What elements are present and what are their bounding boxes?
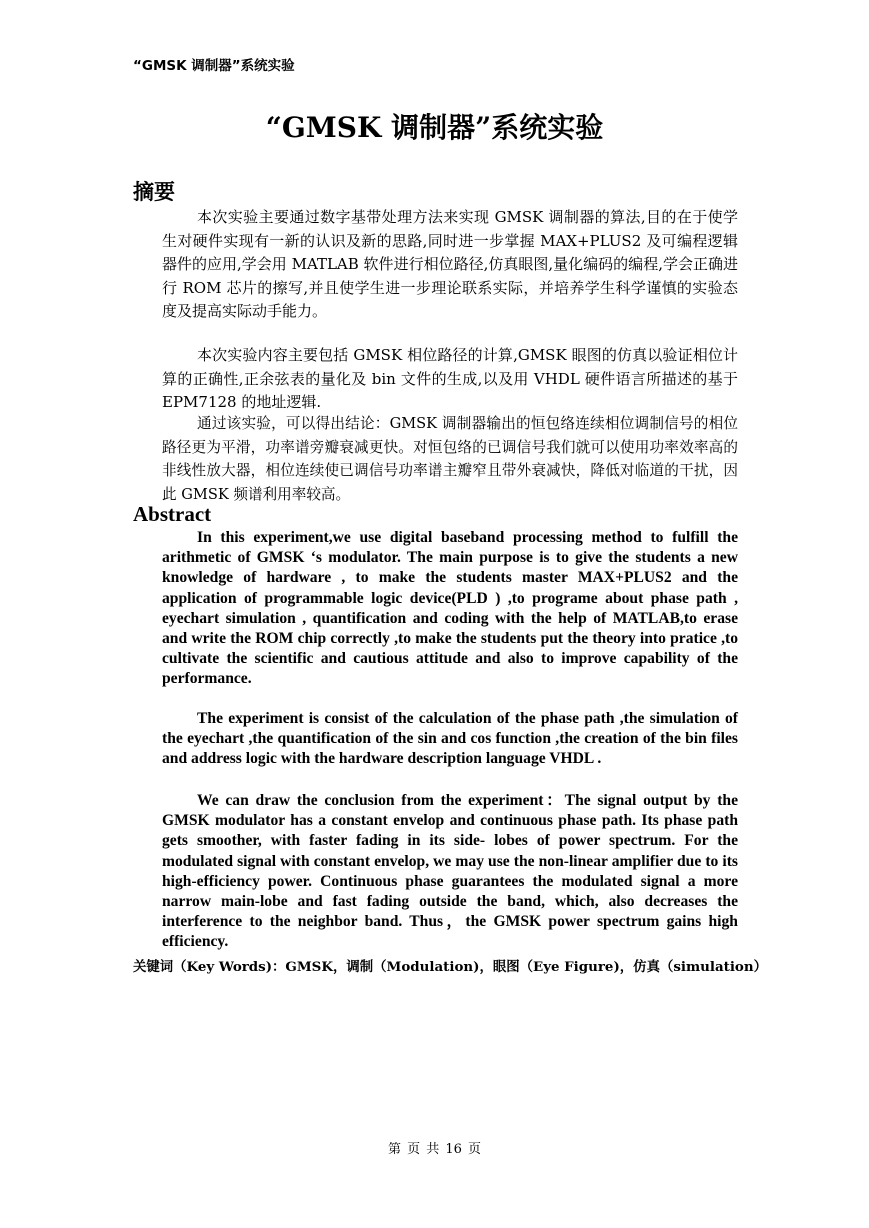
- abstract-cn-heading: 摘要: [133, 180, 175, 204]
- abstract-en-paragraph-3: We can draw the conclusion from the experiment：The signal output by the GMSK modulator has a constant envelop and continuous phase path. Its phase path gets smoother, with faster fading in its side- lobes of power spectrum. For the modulated signal with constant envelop, we may use the non-linear amplifier due to its high-efficiency power. Continuous phase guarantees the modulated signal a more narrow main-lobe and fast fading outside the band, which, also decreases the interference to the neighbor band. Thus，the GMSK power spectrum gains high efficiency.: [162, 792, 738, 951]
- abstract-en-paragraph-2: The experiment is consist of the calculation of the phase path ,the simulation of the eyechart ,the quantification of the sin and cos function ,the creation of the bin files and address logic with the hardware description language VHDL .: [162, 710, 738, 768]
- document-title: “GMSK 调制器”系统实验: [265, 111, 604, 144]
- keywords-line: 关键词（Key Words)：GMSK，调制（Modulation)，眼图（Eye Figure)，仿真（simulation）: [133, 959, 767, 975]
- page-footer: 第 页 共 16 页: [387, 1142, 482, 1157]
- abstract-cn-paragraph-2: 本次实验内容主要包括 GMSK 相位路径的计算,GMSK 眼图的仿真以验证相位计算的正确性,正余弦表的量化及 bin 文件的生成,以及用 VHDL 硬件语言所描述的基于 EPM7128 的地址逻辑.: [162, 346, 738, 412]
- abstract-en-paragraph-1: In this experiment,we use digital baseband processing method to fulfill the arithmetic of GMSK ‘s modulator. The main purpose is to give the students a new knowledge of hardware , to make the students master MAX+PLUS2 and the application of programmable logic device(PLD ) ,to programe about phase path , eyechart simulation , quantification and coding with the help of MATLAB,to erase and write the ROM chip correctly ,to make the students put the theory into pratice ,to cultivate the scientific and cautious attitude and also to improve capability of the performance.: [162, 529, 738, 688]
- abstract-en-heading: Abstract: [133, 502, 212, 526]
- running-header: “GMSK 调制器”系统实验: [133, 58, 295, 74]
- abstract-cn-paragraph-3: 通过该实验，可以得出结论：GMSK 调制器输出的恒包络连续相位调制信号的相位路径更为平滑，功率谱旁瓣衰减更快。对恒包络的已调信号我们就可以使用功率效率高的非线性放大器，相位连续使已调信号功率谱主瓣窄且带外衰减快，降低对临道的干扰，因此 GMSK 频谱利用率较高。: [162, 415, 738, 503]
- abstract-cn-paragraph-1: 本次实验主要通过数字基带处理方法来实现 GMSK 调制器的算法,目的在于使学生对硬件实现有一新的认识及新的思路,同时进一步掌握 MAX+PLUS2 及可编程逻辑器件的应用,学会用 MATLAB 软件进行相位路径,仿真眼图,量化编码的编程,学会正确进行 ROM 芯片的擦写,并且使学生进一步理论联系实际，并培养学生科学谨慎的实验态度及提高实际动手能力。: [162, 208, 738, 321]
